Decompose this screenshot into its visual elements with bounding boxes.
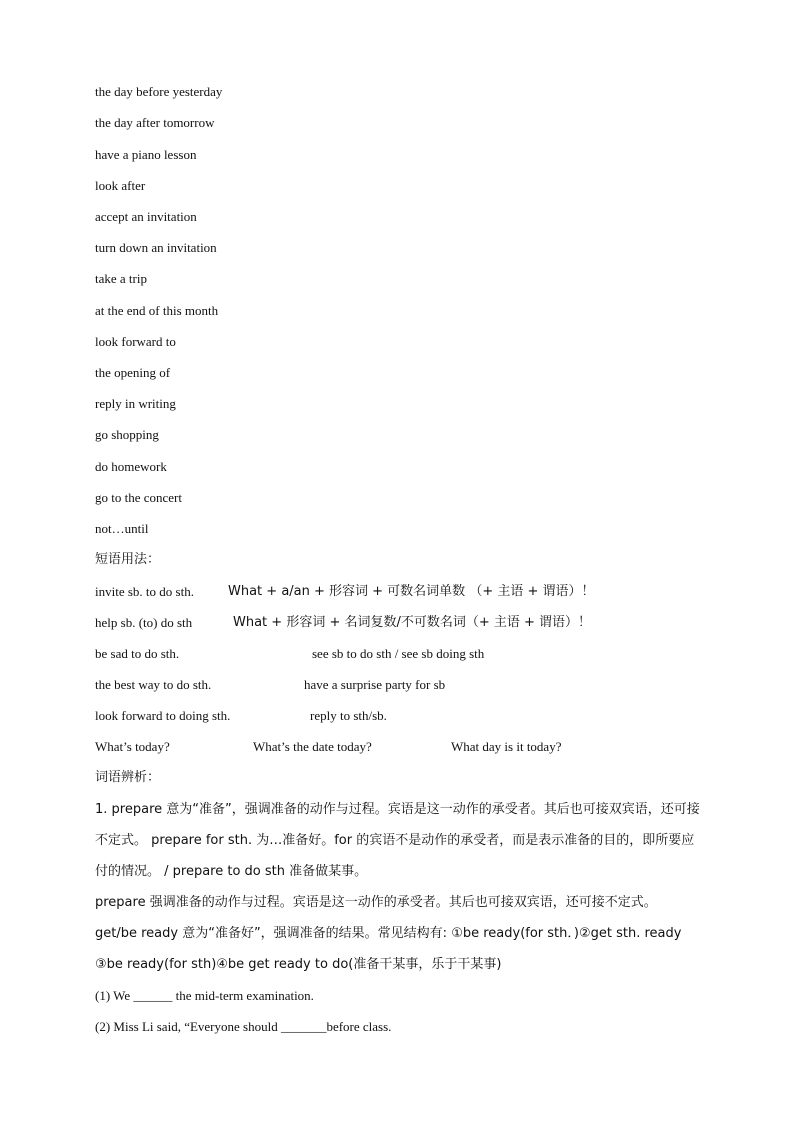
usage-right: have a surprise party for sb — [304, 677, 446, 692]
analysis-heading: 词语辨析： — [95, 770, 161, 785]
usage-right: see sb to do sth / see sb doing sth — [312, 646, 485, 661]
analysis-paragraph: prepare 强调准备的动作与过程。宾语是这一动作的承受者。其后也可接双宾语，还可接不定式。 — [95, 895, 657, 910]
phrase-item: the opening of — [95, 365, 171, 380]
analysis-paragraph: get/be ready 意为“准备好”，强调准备的结果。常见结构有: ①be ready(for sth．)②get sth. ready ③be ready(for sth)④be get ready to do(准备干某事，乐于干某事) — [95, 926, 682, 972]
phrase-item: go shopping — [95, 427, 159, 442]
usage-heading: 短语用法： — [95, 552, 161, 567]
phrase-item: have a piano lesson — [95, 147, 197, 162]
usage-right: What + 形容词 + 名词复数/不可数名词（+ 主语 + 谓语）！ — [233, 615, 592, 630]
phrase-item: look forward to — [95, 334, 176, 349]
usage-left: be sad to do sth. — [95, 646, 180, 661]
usage-left: look forward to doing sth. — [95, 708, 231, 723]
usage-right: What + a/an + 形容词 + 可数名词单数 （+ 主语 + 谓语）！ — [228, 584, 595, 599]
phrase-item: turn down an invitation — [95, 240, 217, 255]
phrase-item: at the end of this month — [95, 303, 219, 318]
analysis-body — [95, 794, 705, 1042]
question-item: What’s today? — [95, 739, 170, 754]
phrase-item: look after — [95, 178, 146, 193]
phrase-item: reply in writing — [95, 396, 176, 411]
phrase-item: accept an invitation — [95, 209, 197, 224]
usage-right: reply to sth/sb. — [310, 708, 387, 723]
phrase-item: take a trip — [95, 271, 147, 286]
question-item: What day is it today? — [451, 739, 562, 754]
phrase-item: do homework — [95, 459, 167, 474]
question-item: What’s the date today? — [253, 739, 372, 754]
usage-left: the best way to do sth. — [95, 677, 212, 692]
phrase-item: not…until — [95, 521, 149, 536]
phrase-item: go to the concert — [95, 490, 182, 505]
analysis-paragraph: 1. prepare 意为“准备”，强调准备的动作与过程。宾语是这一动作的承受者。其后也可接双宾语，还可接不定式。 prepare for sth. 为…准备好。for 的宾语不是动作的承受者，而是表示准备的目的，即所要应付的情况。 / prepare to do sth 准备做某事。 — [95, 802, 700, 879]
exercise-item: (2) Miss Li said, “Everyone should _______before class. — [95, 1019, 392, 1034]
phrase-item: the day after tomorrow — [95, 115, 215, 130]
exercise-item: (1) We ______ the mid-term examination. — [95, 988, 314, 1003]
usage-left: help sb. (to) do sth — [95, 615, 193, 630]
usage-left: invite sb. to do sth. — [95, 584, 194, 599]
phrase-item: the day before yesterday — [95, 84, 223, 99]
